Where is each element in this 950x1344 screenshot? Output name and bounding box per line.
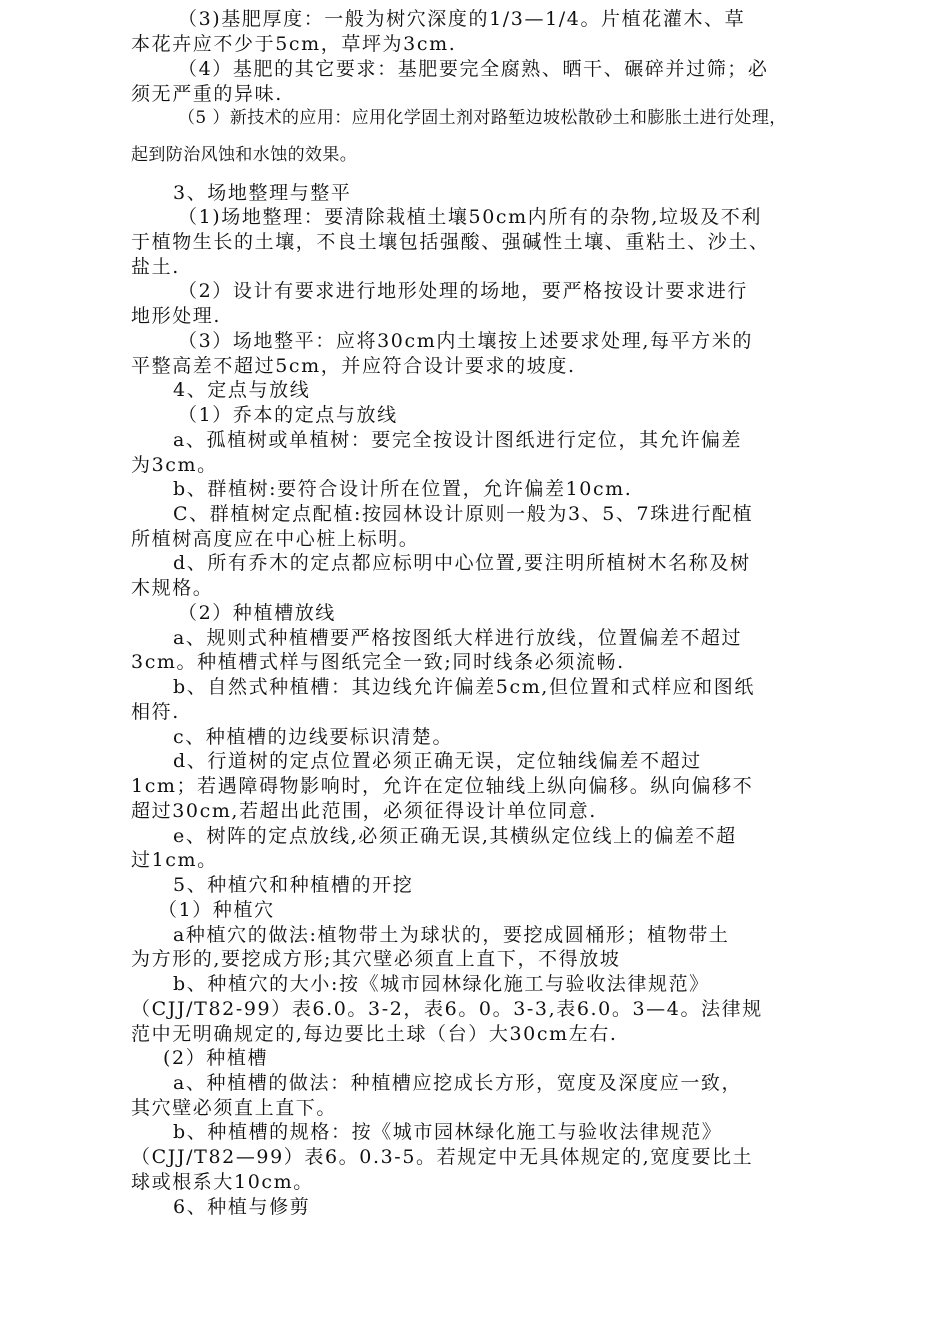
text-line: 为方形的,要挖成方形;其穴壁必须直上直下，不得放坡 — [131, 948, 621, 970]
text-line: 3cm。种植槽式样与图纸完全一致;同时线条必须流畅. — [131, 651, 625, 673]
text-line: d、所有乔木的定点都应标明中心位置,要注明所植树木名称及树 — [173, 552, 751, 574]
text-line: 范中无明确规定的,每边要比土球（台）大30cm左右. — [131, 1023, 618, 1045]
text-line: 须无严重的异味. — [131, 83, 283, 105]
section-heading: 5、种植穴和种植槽的开挖 — [173, 874, 414, 896]
section-heading: 6、种植与修剪 — [173, 1196, 311, 1218]
text-line: 木规格。 — [131, 577, 214, 599]
text-line: 于植物生长的土壤，不良土壤包括强酸、强碱性土壤、重粘土、沙土、 — [131, 231, 770, 253]
subsection-heading: （1）种植穴 — [158, 899, 275, 921]
text-line: 平整高差不超过5cm，并应符合设计要求的坡度. — [131, 355, 576, 377]
text-line: （3）场地整平：应将30cm内土壤按上述要求处理,每平方米的 — [178, 330, 753, 352]
text-line: 超过30cm,若超出此范围，必须征得设计单位同意. — [131, 800, 597, 822]
text-line: a、种植槽的做法：种植槽应挖成长方形，宽度及深度应一致， — [173, 1072, 743, 1094]
text-line: （5 ）新技术的应用：应用化学固土剂对路堑边坡松散砂土和膨胀土进行处理， — [178, 108, 787, 128]
text-line: （2）设计有要求进行地形处理的场地，要严格按设计要求进行 — [178, 280, 748, 302]
text-line: 起到防治风蚀和水蚀的效果。 — [131, 145, 358, 165]
text-line: C、群植树定点配植:按园林设计原则一般为3、5、7珠进行配植 — [173, 503, 754, 525]
text-line: a、规则式种植槽要严格按图纸大样进行放线，位置偏差不超过 — [173, 627, 743, 649]
section-heading: 4、定点与放线 — [173, 379, 311, 401]
text-line: 其穴壁必须直上直下。 — [131, 1097, 338, 1119]
text-line: 1cm；若遇障碍物影响时，允许在定位轴线上纵向偏移。纵向偏移不 — [131, 775, 754, 797]
text-line: b、种植槽的规格：按《城市园林绿化施工与验收法律规范》 — [173, 1121, 723, 1143]
text-line: c、种植槽的边线要标识清楚。 — [173, 726, 454, 748]
text-line: d、行道树的定点位置必须正确无误，定位轴线偏差不超过 — [173, 750, 702, 772]
text-line: （3)基肥厚度：一般为树穴深度的1/3—1/4。片植花灌木、草 — [178, 8, 746, 30]
text-line: （1)场地整理：要清除栽植土壤50cm内所有的杂物,垃圾及不利 — [178, 206, 762, 228]
subsection-heading: (2）种植槽 — [163, 1047, 269, 1069]
text-line: e、树阵的定点放线,必须正确无误,其横纵定位线上的偏差不超 — [173, 825, 737, 847]
text-line: （4）基肥的其它要求：基肥要完全腐熟、晒干、碾碎并过筛；必 — [178, 58, 769, 80]
text-line: 过1cm。 — [131, 849, 218, 871]
text-line: 球或根系大10cm。 — [131, 1171, 314, 1193]
text-line: 地形处理. — [131, 305, 222, 327]
text-line: 相符. — [131, 701, 180, 723]
text-line: 盐土. — [131, 256, 180, 278]
text-line: a、孤植树或单植树：要完全按设计图纸进行定位，其允许偏差 — [173, 429, 743, 451]
subsection-heading: （1）乔本的定点与放线 — [178, 404, 398, 426]
text-line: 本花卉应不少于5cm，草坪为3cm. — [131, 33, 457, 55]
text-line: （CJJ/T82—99）表6。0.3-5。若规定中无具体规定的,宽度要比土 — [131, 1146, 754, 1168]
text-line: 为3cm。 — [131, 454, 218, 476]
text-line: 所植树高度应在中心桩上标明。 — [131, 528, 420, 550]
text-line: b、种植穴的大小:按《城市园林绿化施工与验收法律规范》 — [173, 973, 710, 995]
subsection-heading: （2）种植槽放线 — [178, 602, 336, 624]
text-line: b、群植树:要符合设计所在位置，允许偏差10cm. — [173, 478, 633, 500]
text-line: a种植穴的做法:植物带土为球状的，要挖成圆桶形；植物带土 — [173, 924, 730, 946]
section-heading: 3、场地整理与整平 — [173, 182, 352, 204]
text-line: b、自然式种植槽：其边线允许偏差5cm,但位置和式样应和图纸 — [173, 676, 755, 698]
text-line: （CJJ/T82-99）表6.0。3-2，表6。0。3-3,表6.0。3—4。法律规 — [131, 998, 763, 1020]
